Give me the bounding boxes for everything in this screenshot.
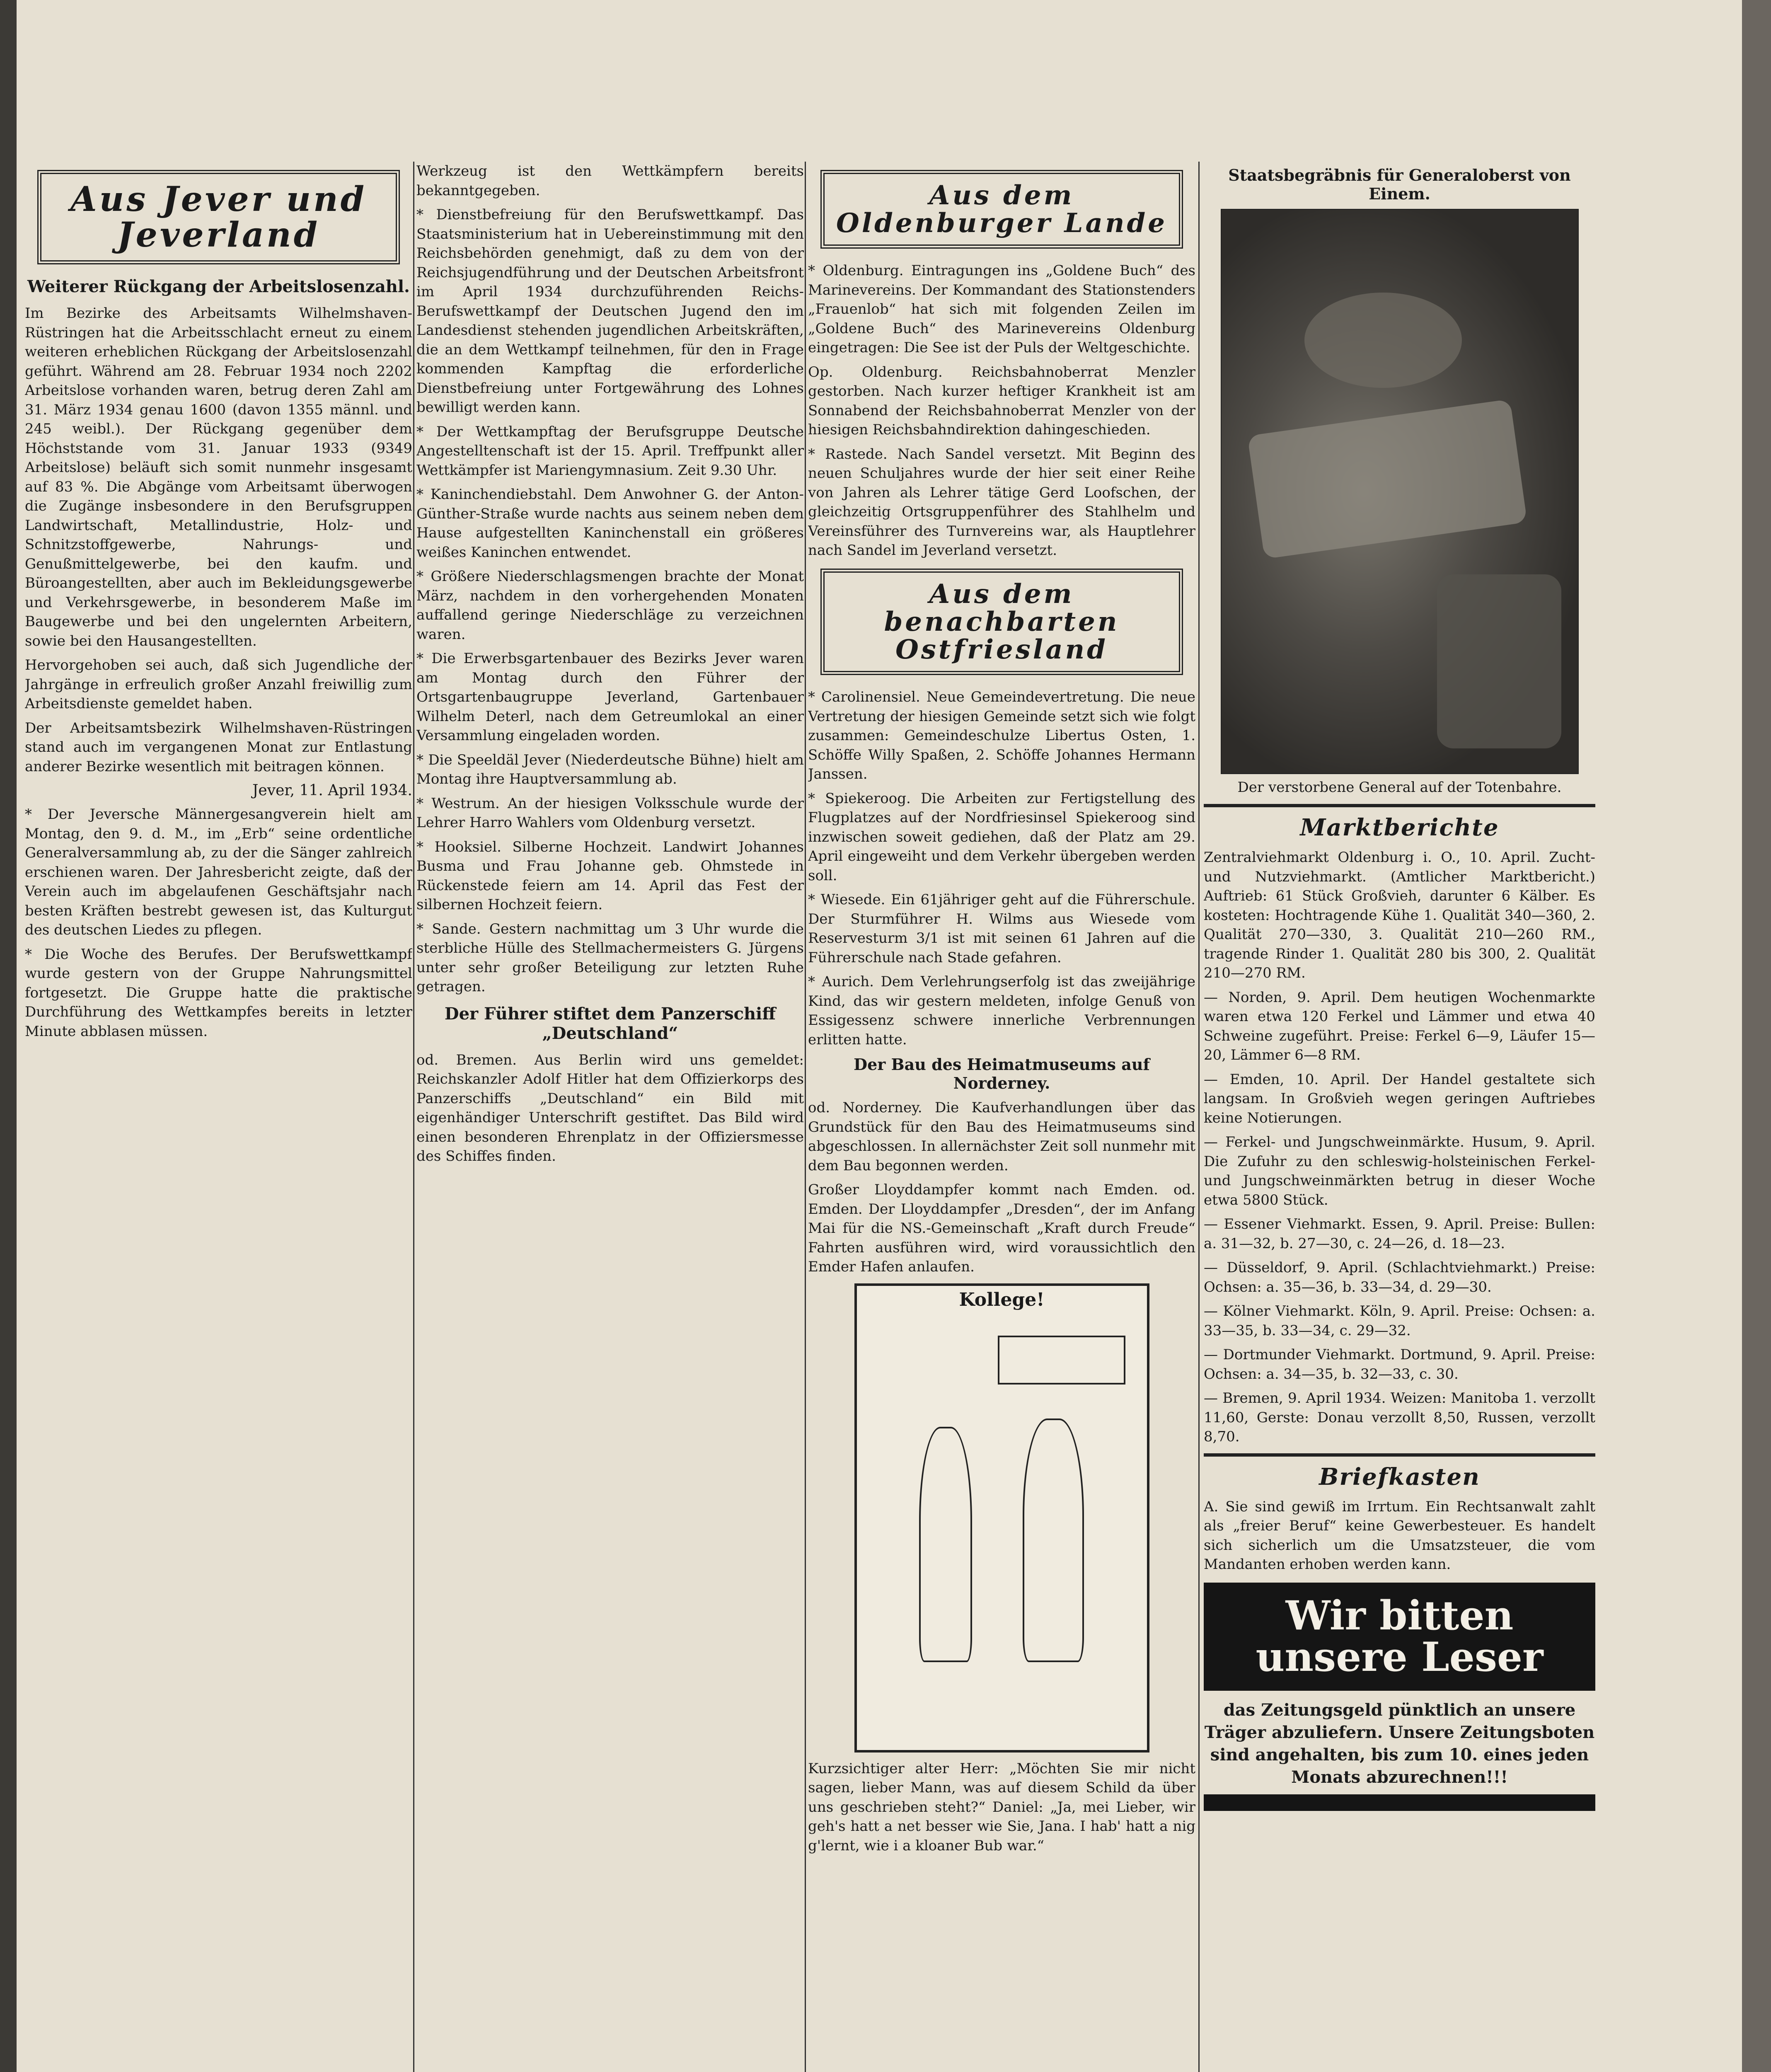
article-paragraph: * Größere Niederschlagsmengen brachte der Monat März, nachdem in den vorhergehenden Monaten auffallend geringe Niederschläge zu verzeichnen waren.: [416, 568, 804, 643]
cartoon-figure-worker: [1023, 1418, 1084, 1662]
column-3: [808, 162, 1195, 2072]
scan-edge-right: [1742, 0, 1771, 2072]
letters-heading: Briefkasten: [1319, 1463, 1480, 1491]
article-paragraph: Im Bezirke des Arbeitsamts Wilhelmshaven-Rüstringen hat die Arbeitsschlacht erneut zu einem weiteren erheblichen Rückgang der Arbeitslosenzahl geführt. Während am 28. Februar 1934 noch 2202 Arbeitslose vorhanden waren, betrug deren Zahl am 31. März 1934 genau 1600 (davon 1355 männl. und 245 weibl.). Der Rückgang gegenüber dem Höchststande vom 31. Januar 1933 (9349 Arbeitslose) beläuft sich somit nunmehr insgesamt auf 83 %. Die Abgänge vom Arbeitsamt überwogen die Zugänge insbesondere in den Berufsgruppen Landwirtschaft, Metallindustrie, Holz- und Schnitzstoffgewerbe, Nahrungs- und Genußmittelgewerbe, bei den kaufm. und Büroangestellten, aber auch im Bekleidungsgewerbe und Verkehrsgewerbe, in besonderem Maße im Baugewerbe und bei den ungelernten Arbeitern, sowie bei den Hausangestellten.: [25, 305, 412, 649]
article-paragraph: * Hooksiel. Silberne Hochzeit. Landwirt Johannes Busma und Frau Johanne geb. Ohmstede in Rückenstede feiern am 14. April das Fest der silbernen Hochzeit feiern.: [416, 838, 804, 913]
market-report: — Kölner Viehmarkt. Köln, 9. April. Preise: Ochsen: a. 33—35, b. 33—34, c. 29—32.: [1204, 1303, 1595, 1339]
article-paragraph: * Dienstbefreiung für den Berufswettkampf. Das Staatsministerium hat in Uebereinstimmung mit den Reichsbehörden genehmigt, daß zu dem von der Reichsjugendführung und der Deutschen Arbeitsfront im April 1934 durchzuführenden Reichs-Berufswettkampf der Deutschen Jugend den im Landesdienst stehenden jugendlichen Arbeitskräften, die an dem Wettkampf teilnehmen, für den in Frage kommenden Kampftag die erforderliche Dienstbefreiung unter Fortgewährung des Lohnes bewilligt werden kann.: [416, 206, 804, 416]
section-masthead-ostfriesland: Aus dem benachbarten Ostfriesland: [820, 569, 1183, 675]
article-paragraph: * Der Jeversche Männergesangverein hielt am Montag, den 9. d. M., im „Erb“ seine ordentliche Generalversammlung ab, zu der die Sänger zahlreich erschienen waren. Der Jahresbericht zeigte, daß der Verein auch im abgelaufenen Geschäftsjahr nach besten Kräften bestrebt gewesen ist, das Kulturgut des deutschen Liedes zu pflegen.: [25, 806, 412, 939]
divider: [1204, 804, 1595, 807]
market-report: — Bremen, 9. April 1934. Weizen: Manitoba 1. verzollt 11,60, Gerste: Donau verzollt 8,50, Russen, verzollt 8,70.: [1204, 1390, 1595, 1445]
market-report: — Dortmunder Viehmarkt. Dortmund, 9. April. Preise: Ochsen: a. 34—35, b. 32—33, c. 30.: [1204, 1346, 1595, 1382]
cartoon-caption: Kurzsichtiger alter Herr: „Möchten Sie mir nicht sagen, lieber Mann, was auf diesem Schild da über uns geschrieben steht?“ Daniel: „Ja, mei Lieber, wir geh's hatt a net besser wie Sie, Jana. I hab' hatt a nig g'lernt, wie i a kloaner Bub war.“: [808, 1760, 1195, 1854]
letters-text: A. Sie sind gewiß im Irrtum. Ein Rechtsanwalt zahlt als „freier Beruf“ keine Gewerbesteuer. Es handelt sich sicherlich um die Umsatzsteuer, die vom Mandanten erhoben werden kann.: [1204, 1498, 1595, 1573]
dateline: Jever, 11. April 1934.: [252, 782, 412, 799]
article-paragraph: * Wiesede. Ein 61jähriger geht auf die Führerschule. Der Sturmführer H. Wilms aus Wiesede vom Reservesturm 3/1 ist mit seinen 61 Jahren auf die Führerschule nach Stade gefahren.: [808, 891, 1195, 966]
ad-headline-1: Wir bitten: [1285, 1592, 1514, 1639]
photo-detail: [1247, 399, 1527, 559]
article-paragraph: Op. Oldenburg. Reichsbahnoberrat Menzler gestorben. Nach kurzer heftiger Krankheit ist am Sonnabend der Reichsbahnoberrat Menzler von der hiesigen Reichsbahndirektion dahingeschieden.: [808, 363, 1195, 438]
column-4: [1204, 162, 1595, 2072]
photo-detail: [1304, 293, 1462, 388]
photo-heading: Staatsbegräbnis für Generaloberst von Einem.: [1228, 166, 1571, 203]
article-paragraph: * Aurich. Dem Verlehrungserfolg ist das zweijährige Kind, das wir gestern meldeten, infolge Genuß von Essigessenz schwere innerliche Verbrennungen erlitten hatte.: [808, 973, 1195, 1048]
photo-detail: [1437, 574, 1561, 748]
article-paragraph: * Westrum. An der hiesigen Volksschule wurde der Lehrer Harro Wahlers vom Oldenburg versetzt.: [416, 795, 804, 831]
article-paragraph: * Rastede. Nach Sandel versetzt. Mit Beginn des neuen Schuljahres wurde der hier seit einer Reihe von Jahren als Lehrer tätige Gerd Loofschen, der gleichzeitig Ortsgruppenführer des Stahlhelm und Vereinsführer des Turnvereins war, als Hauptlehrer nach Sandel im Jeverland versetzt.: [808, 445, 1195, 559]
article-paragraph: * Der Wettkampftag der Berufsgruppe Deutsche Angestelltenschaft ist der 15. April. Treffpunkt aller Wettkämpfer ist Mariengymnasium. Zeit 9.30 Uhr.: [416, 423, 804, 479]
divider: [1204, 1453, 1595, 1457]
article-paragraph: * Kaninchendiebstahl. Dem Anwohner G. der Anton-Günther-Straße wurde nachts aus seinem neben dem Hause aufgestellten Kaninchenstall ein größeres weißes Kaninchen entwendet.: [416, 486, 804, 561]
column-rule: [805, 162, 806, 2072]
market-report: Zentralviehmarkt Oldenburg i. O., 10. April. Zucht- und Nutzviehmarkt. (Amtlicher Marktbericht.) Auftrieb: 61 Stück Großvieh, darunter 6 Kälber. Es kosteten: Hochtragende Kühe 1. Qualität 340—360, 2. Qualität 270—330, 3. Qualität 210—260 RM., tragende Rinder 1. Qualität 280 bis 300, 2. Qualität 210—270 RM.: [1204, 849, 1595, 981]
photo-caption: Der verstorbene General auf der Totenbahre.: [1237, 779, 1562, 796]
article-paragraph: * Die Erwerbsgartenbauer des Bezirks Jever waren am Montag durch den Führer der Ortsgartenbaugruppe Jeverland, Gartenbauer Wilhelm Deterl, nach dem Getreumlokal an einer Versammlung eingeladen worden.: [416, 650, 804, 744]
funeral-photo: [1221, 209, 1579, 774]
market-heading: Marktberichte: [1300, 814, 1499, 841]
market-report: — Norden, 9. April. Dem heutigen Wochenmarkte waren etwa 120 Ferkel und Lämmer und etwa 40 Schweine zugeführt. Preise: Ferkel 6—9, Läufer 15—20, Lämmer 6—8 RM.: [1204, 989, 1595, 1063]
ad-bottom-bar: [1204, 1794, 1595, 1811]
cartoon-figure-old-man: [919, 1427, 972, 1662]
market-report: — Düsseldorf, 9. April. (Schlachtviehmarkt.) Preise: Ochsen: a. 35—36, b. 33—34, d. 29—30.: [1204, 1259, 1595, 1295]
column-2: [416, 162, 804, 2072]
ad-text: das Zeitungsgeld pünktlich an unsere Träger abzuliefern. Unsere Zeitungsboten sind angehalten, bis zum 10. eines jeden Monats abzurechnen!!!: [1204, 1700, 1595, 1787]
market-report: — Essener Viehmarkt. Essen, 9. April. Preise: Bullen: a. 31—32, b. 27—30, c. 24—26, d. 18—23.: [1204, 1216, 1595, 1252]
section-masthead-jever: Aus Jever und Jeverland: [37, 170, 400, 264]
article-paragraph: Hervorgehoben sei auch, daß sich Jugendliche der Jahrgänge in erfreulich großer Anzahl freiwillig zum Arbeitsdienste gemeldet haben.: [25, 657, 412, 712]
article-headline: Der Führer stiftet dem Panzerschiff „Deutschland“: [444, 1004, 776, 1043]
column-rule: [1198, 162, 1200, 2072]
cartoon: [854, 1283, 1149, 1752]
article-paragraph: * Oldenburg. Eintragungen ins „Goldene Buch“ des Marinevereins. Der Kommandant des Stationstenders „Frauenlob“ hat sich mit folgenden Zeilen im „Goldene Buch“ des Marinevereins Oldenburg eingetragen: Die See ist der Puls der Weltgeschichte.: [808, 262, 1195, 356]
article-paragraph: * Spiekeroog. Die Arbeiten zur Fertigstellung des Flugplatzes auf der Nordfriesinsel Spiekeroog sind inzwischen soweit gediehen, daß der Platz am 29. April eingeweiht und dem Verkehr übergeben werden soll.: [808, 790, 1195, 884]
column-rule: [413, 162, 414, 2072]
cartoon-sign: [998, 1336, 1125, 1385]
column-1: [25, 162, 412, 2072]
section-masthead-oldenburg: Aus dem Oldenburger Lande: [820, 170, 1183, 249]
market-report: — Emden, 10. April. Der Handel gestaltete sich langsam. In Großvieh wegen geringen Auftriebes keine Notierungen.: [1204, 1071, 1595, 1126]
scan-edge-left: [0, 0, 17, 2072]
article-paragraph: * Die Speeldäl Jever (Niederdeutsche Bühne) hielt am Montag ihre Hauptversammlung ab.: [416, 751, 804, 787]
reader-notice-ad: [1204, 1583, 1595, 1691]
article-headline: Weiterer Rückgang der Arbeitslosenzahl.: [27, 277, 410, 297]
ad-headline-2: unsere Leser: [1256, 1634, 1544, 1681]
article-paragraph: od. Bremen. Aus Berlin wird uns gemeldet: Reichskanzler Adolf Hitler hat dem Offizierkorps des Panzerschiffs „Deutschland“ ein Bild mit eigenhändiger Unterschrift gestiftet. Das Bild wird einen besonderen Ehrenplatz in der Offiziersmesse des Schiffes finden.: [416, 1051, 804, 1164]
article-paragraph: Der Arbeitsamtsbezirk Wilhelmshaven-Rüstringen stand auch im vergangenen Monat zur Entlastung anderer Bezirke wesentlich mit beitragen können.: [25, 719, 412, 775]
article-paragraph: od. Norderney. Die Kaufverhandlungen über das Grundstück für den Bau des Heimatmuseums sind abgeschlossen. In allernächster Zeit soll nunmehr mit dem Bau begonnen werden.: [808, 1099, 1195, 1174]
article-paragraph: Großer Lloyddampfer kommt nach Emden. od. Emden. Der Lloyddampfer „Dresden“, der im Anfang Mai für die NS.-Gemeinschaft „Kraft durch Freude“ Fahrten ausführen wird, wird voraussichtlich den Emder Hafen anlaufen.: [808, 1181, 1195, 1276]
article-paragraph: * Sande. Gestern nachmittag um 3 Uhr wurde die sterbliche Hülle des Stellmachermeisters G. Jürgens unter sehr großer Beteiligung zur letzten Ruhe getragen.: [416, 920, 804, 995]
article-paragraph: * Carolinensiel. Neue Gemeindevertretung. Die neue Vertretung der hiesigen Gemeinde setzt sich wie folgt zusammen: Gemeindeschulze Libertus Osten, 1. Schöffe Willy Spaßen, 2. Schöffe Johannes Hermann Janssen.: [808, 689, 1195, 783]
article-paragraph: Werkzeug ist den Wettkämpfern bereits bekanntgegeben.: [416, 163, 804, 199]
article-subhead: Der Bau des Heimatmuseums auf Norderney.: [854, 1055, 1150, 1093]
cartoon-title: Kollege!: [959, 1289, 1045, 1310]
newspaper-page: [25, 25, 1691, 2072]
article-paragraph: * Die Woche des Berufes. Der Berufswettkampf wurde gestern von der Gruppe Nahrungsmittel fortgesetzt. Die Gruppe hatte die praktische Durchführung des Wettkampfes bereits in letzter Minute abblasen müssen.: [25, 946, 412, 1040]
market-report: — Ferkel- und Jungschweinmärkte. Husum, 9. April. Die Zufuhr zu den schleswig-holsteinischen Ferkel- und Jungschweinmärkten betrug in dieser Woche etwa 5800 Stück.: [1204, 1134, 1595, 1208]
